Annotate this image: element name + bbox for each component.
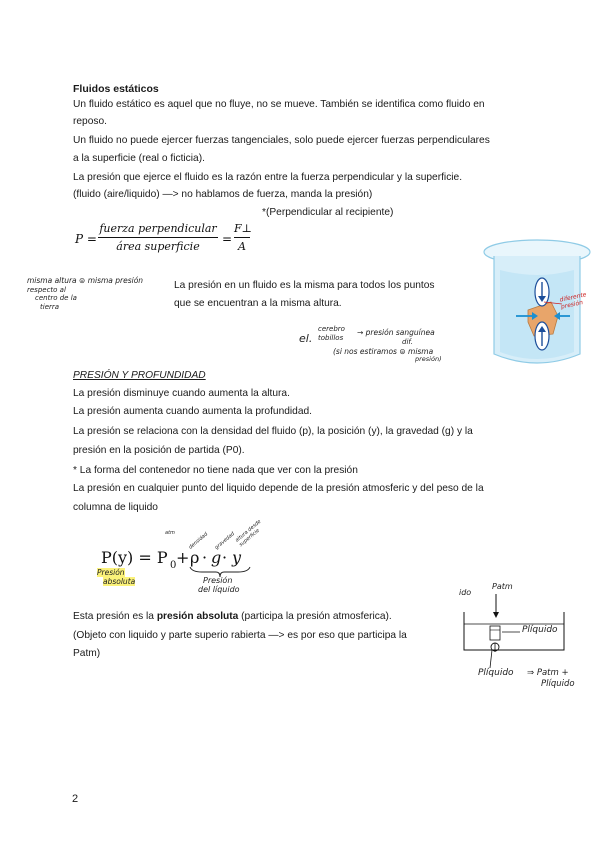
diagram-bottom: Plíquido xyxy=(478,668,514,678)
fraction-bar xyxy=(98,237,218,238)
example-word: cerebro xyxy=(318,325,345,333)
section-title-presion: PRESIÓN Y PROFUNDIDAD xyxy=(73,370,206,381)
annotation-atm: atm xyxy=(165,530,175,536)
handwritten-note: centro de la xyxy=(35,294,77,302)
formula2-dot: · xyxy=(202,548,208,567)
paragraph-line: Esta presión es la presión absoluta (participa la presión atmosferica). xyxy=(73,611,392,622)
paragraph-line: (fluido (aire/liquido) —> no hablamos de fuerza, manda la presión) xyxy=(73,189,373,200)
handwritten-note: respecto al xyxy=(27,286,66,294)
example-prefix: el. xyxy=(299,332,313,345)
paragraph-line: * La forma del contenedor no tiene nada que ver con la presión xyxy=(73,465,358,476)
formula2-dot: · xyxy=(222,548,228,567)
paragraph-line: reposo. xyxy=(73,116,107,127)
paragraph-line: que se encuentran a la misma altura. xyxy=(174,298,342,309)
formula2-g: g xyxy=(211,548,222,567)
example-note2: presión) xyxy=(415,355,442,363)
diagram-pliquido: Plíquido xyxy=(522,625,558,635)
paragraph-line: Un fluido no puede ejercer fuerzas tangenciales, solo puede ejercer fuerzas perpendiculares xyxy=(73,135,490,146)
annotation-densidad: densidad xyxy=(187,531,210,551)
paragraph-line: columna de liquido xyxy=(73,502,158,513)
page-number: 2 xyxy=(72,793,79,805)
paragraph-line: (Objeto con liquido y parte superio rabierta —> es por eso que participa la xyxy=(73,630,407,641)
label-presion-liquido: del líquido xyxy=(198,585,240,594)
paragraph-line: Patm) xyxy=(73,648,101,659)
example-dif: dif. xyxy=(402,338,413,346)
example-arrow-text: → presión sanguínea xyxy=(357,328,435,337)
diagram-bottom: ⇒ Patm + xyxy=(527,668,569,678)
paragraph-line: La presión aumenta cuando aumenta la profundidad. xyxy=(73,406,313,417)
section-title-fluidos: Fluidos estáticos xyxy=(73,83,159,95)
formula2-plus: + xyxy=(176,548,190,567)
formula-denominator2: A xyxy=(238,240,246,253)
paragraph-line: La presión en un fluido es la misma para todos los puntos xyxy=(174,280,435,291)
paragraph-line: *(Perpendicular al recipiente) xyxy=(262,207,394,218)
annotation-altura: altura desde superficie xyxy=(234,518,263,549)
diagram-bottom: Plíquido xyxy=(541,679,575,689)
beaker-label: diferente presión xyxy=(558,291,588,311)
formula2-sub: 0 xyxy=(170,560,177,571)
paragraph-line: La presión en cualquier punto del liquido depende de la presión atmosferic y del peso de la xyxy=(73,483,484,494)
formula2-main: P(y) = P xyxy=(101,548,168,567)
diagram-ido: ido xyxy=(459,588,472,597)
paragraph-line: La presión se relaciona con la densidad del fluido (p), la posición (y), la gravedad (g) y la xyxy=(73,426,473,437)
label-presion-absoluta: absoluta xyxy=(103,577,136,586)
formula2-y: y xyxy=(232,548,242,567)
formula-lhs: P = xyxy=(75,232,97,246)
formula-denominator: área superficie xyxy=(116,240,200,253)
label-presion-liquido: Presión xyxy=(203,576,233,585)
paragraph-line: La presión que ejerce el fluido es la razón entre la fuerza perpendicular y la superficie. xyxy=(73,172,463,183)
label-presion-absoluta: Presión xyxy=(97,568,125,577)
handwritten-note: misma altura ⊜ misma presión xyxy=(27,276,144,285)
fraction-bar xyxy=(234,237,250,238)
handwritten-note: tierra xyxy=(40,303,60,311)
paragraph-line: a la superficie (real o ficticia). xyxy=(73,153,205,164)
paragraph-line: Un fluido estático es aquel que no fluye, no se mueve. También se identifica como fluido en xyxy=(73,99,485,110)
example-word: tobillos xyxy=(318,334,344,342)
annotation-gravedad: gravedad xyxy=(213,531,236,551)
formula-numerator2: F⊥ xyxy=(234,222,252,235)
formula2-rho: ρ xyxy=(190,548,200,567)
example-note: (si nos estiramos ⊜ misma xyxy=(333,347,434,356)
paragraph-line: presión en la posición de partida (P0). xyxy=(73,445,245,456)
container-diagram xyxy=(460,590,580,660)
formula-numerator: fuerza perpendicular xyxy=(99,222,217,235)
formula-equals: = xyxy=(222,232,233,246)
diagram-patm: Patm xyxy=(492,582,513,591)
paragraph-line: La presión disminuye cuando aumenta la altura. xyxy=(73,388,290,399)
